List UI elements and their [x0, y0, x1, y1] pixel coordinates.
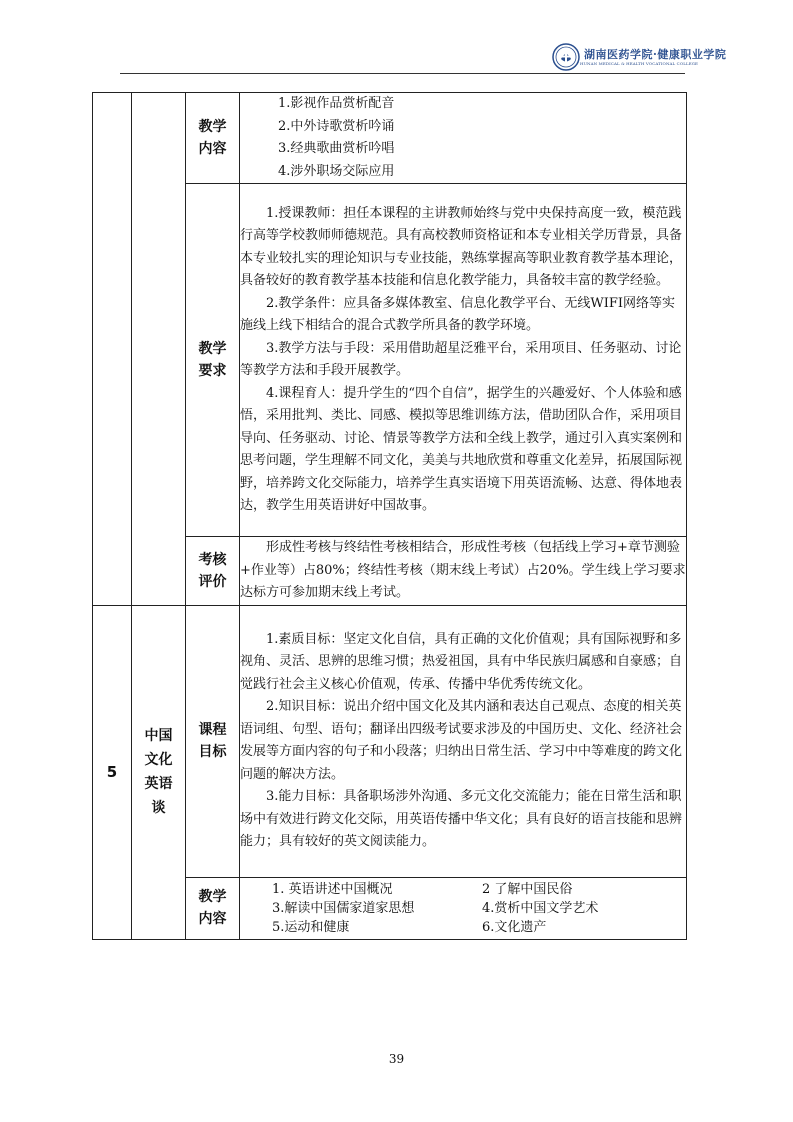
teaching-requirements-label	[186, 184, 240, 537]
assessment-text: 形成性考核与终结性考核相结合，形成性考核（包括线上学习+章节测验+作业等）占80%；终结性考核（期末线上考试）占20%。学生线上学习要求达标方可参加期末线上考试。	[240, 540, 686, 600]
course-objectives-label	[186, 605, 240, 877]
objective-paragraph: 1.素质目标：坚定文化自信，具有正确的文化价值观；具有国际视野和多视角、灵活、思辨的思维习惯；热爱祖国，具有中华民族归属感和自豪感；自觉践行社会主义核心价值观，传承、传播中华优秀传统文化。	[240, 631, 683, 692]
list-item: 4.涉外职场交际应用	[278, 163, 395, 179]
course-name: 中国文化英语谈	[144, 728, 173, 816]
header-rule	[120, 73, 685, 74]
school-emblem-icon	[552, 43, 580, 71]
requirement-paragraph: 2.教学条件：应具备多媒体教室、信息化教学平台、无线WIFI网络等实施线上线下相结合的混合式教学所具备的教学环境。	[240, 295, 676, 333]
list-item: 3.解读中国儒家道家思想	[272, 900, 415, 916]
list-item: 5.运动和健康	[272, 919, 350, 935]
requirement-paragraph: 4.课程育人：提升学生的“四个自信”，据学生的兴趣爱好、个人体验和感悟，采用批判、类比、同感、模拟等思维训练方法，借助团队合作，采用项目导向、任务驱动、讨论、情景等教学方法和全线上教学，通过引入真实案例和思考问题，学生理解不同文化，美美与共地欣赏和尊重文化差异，拓展国际视野，培养跨文化交际能力，培养学生真实语境下用英语流畅、达意、得体地表达，教学生用英语讲好中国故事。	[240, 385, 683, 513]
list-item: 6.文化遗产	[482, 919, 547, 935]
course5-content-cell	[240, 877, 687, 939]
course-name-cell	[132, 605, 186, 939]
teaching-requirements-label-text: 教学要求	[198, 341, 227, 379]
list-item: 1. 英语讲述中国概况	[272, 881, 393, 897]
school-logo	[552, 43, 726, 71]
requirement-paragraph: 1.授课教师：担任本课程的主讲教师始终与党中央保持高度一致，模范践行高等学校教师师德规范。具有高校教师资格证和本专业相关学历背景，具备本专业较扎实的理论知识与专业技能，熟练掌握高等职业教育教学基本理论，具备较好的教育教学基本技能和信息化教学能力，具备较丰富的教学经验。	[240, 205, 683, 288]
list-item: 2 了解中国民俗	[482, 881, 573, 897]
course-name-cell-continued	[132, 93, 186, 606]
course-table	[92, 92, 687, 940]
requirement-paragraph: 3.教学方法与手段：采用借助超星泛雅平台，采用项目、任务驱动、讨论等教学方法和手段开展教学。	[240, 340, 682, 378]
course5-content-label	[186, 877, 240, 939]
content-grid	[240, 880, 686, 937]
teaching-content-label-text: 教学内容	[198, 119, 227, 157]
school-name-en: HUNAN MEDICAL & HEALTH VOCATIONAL COLLEGE	[580, 60, 699, 66]
table-row	[93, 605, 687, 877]
teaching-content-cell	[240, 93, 687, 184]
course5-content-label-text: 教学内容	[198, 889, 227, 927]
teaching-requirements-cell	[240, 184, 687, 537]
assessment-label-text: 考核评价	[198, 551, 227, 590]
list-item: 3.经典歌曲赏析吟唱	[278, 141, 395, 156]
objective-paragraph: 2.知识目标：说出介绍中国文化及其内涵和表达自己观点、态度的相关英语词组、句型、语句；翻译出四级考试要求涉及的中国历史、文化、经济社会发展等方面内容的句子和小段落；归纳出日常生活、学习中中等难度的跨文化问题的解决方法。	[240, 699, 683, 782]
teaching-content-label	[186, 93, 240, 184]
objective-paragraph: 3.能力目标：具备职场涉外沟通、多元文化交流能力；能在日常生活和职场中有效进行跨文化交际，用英语传播中华文化；具有良好的语言技能和思辨能力；具有较好的英文阅读能力。	[240, 789, 683, 849]
list-item: 1.影视作品赏析配音	[278, 96, 395, 111]
course-objectives-label-text: 课程目标	[198, 722, 227, 760]
course-number: 5	[93, 605, 132, 939]
list-item: 2.中外诗歌赏析吟诵	[278, 118, 395, 134]
school-name: 湖南医药学院·健康职业学院	[584, 47, 727, 61]
list-item: 4.赏析中国文学艺术	[482, 900, 599, 916]
assessment-label	[186, 537, 240, 606]
table-row	[93, 93, 687, 184]
page-number: 39	[388, 1052, 405, 1066]
number-cell-continued	[93, 93, 132, 606]
assessment-cell	[240, 537, 687, 606]
course-objectives-cell	[240, 605, 687, 877]
